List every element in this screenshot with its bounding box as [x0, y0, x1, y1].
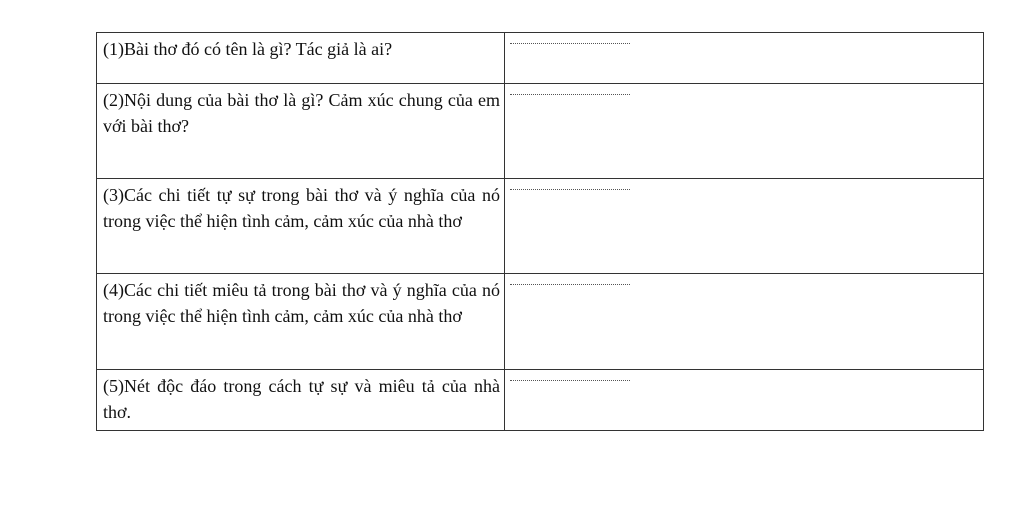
table-row: [97, 370, 984, 431]
worksheet: [96, 32, 984, 431]
answer-dotted-line: [510, 94, 630, 95]
answer-cell[interactable]: [505, 370, 984, 431]
answer-dotted-line: [510, 43, 630, 44]
answer-cell[interactable]: [505, 84, 984, 179]
question-cell: (5)Nét độc đáo trong cách tự sự và miêu tả của nhà thơ.: [97, 370, 505, 431]
table-row: [97, 33, 984, 84]
table-row: [97, 274, 984, 370]
table-row: [97, 84, 984, 179]
answer-cell[interactable]: [505, 274, 984, 370]
answer-cell[interactable]: [505, 33, 984, 84]
answer-dotted-line: [510, 189, 630, 190]
question-table: [96, 32, 984, 431]
table-row: [97, 179, 984, 274]
question-cell: (3)Các chi tiết tự sự trong bài thơ và ý nghĩa của nó trong việc thể hiện tình cảm, cảm xúc của nhà thơ: [97, 179, 505, 274]
question-cell: (4)Các chi tiết miêu tả trong bài thơ và ý nghĩa của nó trong việc thể hiện tình cảm, cảm xúc của nhà thơ: [97, 274, 505, 370]
question-cell: (1)Bài thơ đó có tên là gì? Tác giả là ai?: [97, 33, 505, 84]
answer-dotted-line: [510, 284, 630, 285]
answer-cell[interactable]: [505, 179, 984, 274]
question-cell: (2)Nội dung của bài thơ là gì? Cảm xúc chung của em với bài thơ?: [97, 84, 505, 179]
answer-dotted-line: [510, 380, 630, 381]
